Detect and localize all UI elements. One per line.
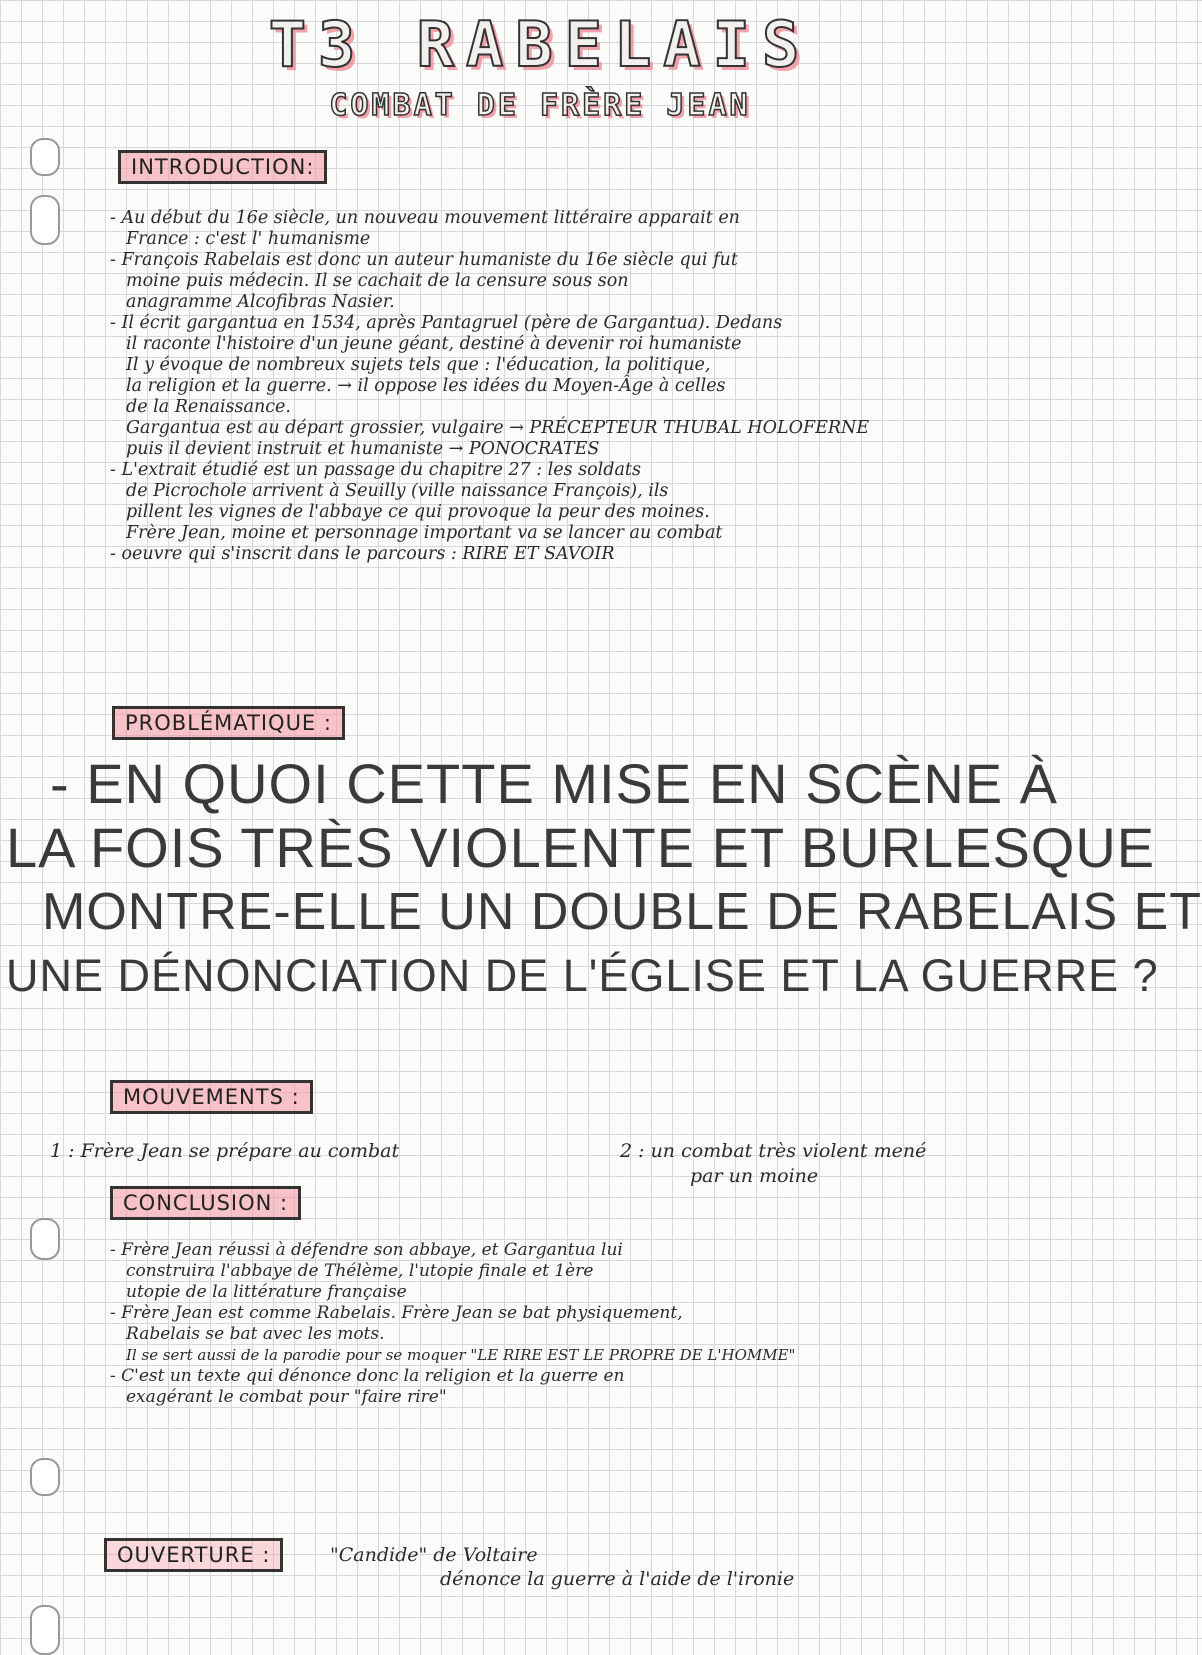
problematique-heading: PROBLÉMATIQUE : [112, 706, 345, 740]
ouverture-heading: OUVERTURE : [104, 1538, 283, 1572]
conclusion-line: Rabelais se bat avec les mots. [126, 1324, 385, 1344]
conclusion-line: utopie de la littérature française [126, 1282, 407, 1302]
intro-line: - François Rabelais est donc un auteur humaniste du 16e siècle qui fut [110, 250, 738, 270]
conclusion-line: - Frère Jean réussi à défendre son abbaye, et Gargantua lui [110, 1240, 623, 1260]
mouvement-1: 1 : Frère Jean se prépare au combat [50, 1140, 400, 1162]
mouvements-heading: MOUVEMENTS : [110, 1080, 313, 1114]
question-line: UNE DÉNONCIATION DE L'ÉGLISE ET LA GUERRE ? [6, 950, 1159, 1001]
conclusion-heading: CONCLUSION : [110, 1186, 301, 1220]
intro-line: anagramme Alcofibras Nasier. [126, 292, 395, 312]
intro-line: il raconte l'histoire d'un jeune géant, destiné à devenir roi humaniste [126, 334, 742, 354]
conclusion-line: construira l'abbaye de Thélème, l'utopie finale et 1ère [126, 1261, 594, 1281]
intro-line: - oeuvre qui s'inscrit dans le parcours : RIRE ET SAVOIR [110, 544, 615, 564]
question-line: - EN QUOI CETTE MISE EN SCÈNE À [50, 752, 1059, 815]
conclusion-line: - Frère Jean est comme Rabelais. Frère Jean se bat physiquement, [110, 1303, 683, 1323]
punch-hole [30, 138, 60, 176]
intro-line: moine puis médecin. Il se cachait de la censure sous son [126, 271, 629, 291]
intro-line: - Au début du 16e siècle, un nouveau mouvement littéraire apparait en [110, 208, 740, 228]
question-line: MONTRE-ELLE UN DOUBLE DE RABELAIS ET [42, 883, 1202, 941]
intro-line: la religion et la guerre. → il oppose les idées du Moyen-Âge à celles [126, 376, 726, 396]
punch-hole [30, 1218, 60, 1260]
mouvement-2-cont: par un moine [690, 1165, 819, 1187]
page-title: T3 RABELAIS [268, 8, 812, 81]
intro-line: - Il écrit gargantua en 1534, après Pantagruel (père de Gargantua). Dedans [110, 313, 783, 333]
intro-line: Il y évoque de nombreux sujets tels que : l'éducation, la politique, [126, 355, 711, 375]
problematique-question [0, 752, 1202, 1008]
intro-line: France : c'est l' humanisme [126, 229, 371, 249]
introduction-heading: INTRODUCTION: [118, 150, 327, 184]
intro-line: - L'extrait étudié est un passage du chapitre 27 : les soldats [110, 460, 641, 480]
conclusion-line: Il se sert aussi de la parodie pour se moquer "LE RIRE EST LE PROPRE DE L'HOMME" [126, 1346, 796, 1364]
conclusion-line: exagérant le combat pour "faire rire" [126, 1387, 447, 1407]
punch-hole [30, 1605, 60, 1655]
ouverture-line-1: "Candide" de Voltaire [330, 1544, 538, 1566]
intro-line: Frère Jean, moine et personnage important va se lancer au combat [126, 523, 723, 543]
conclusion-text [110, 1240, 1060, 1408]
punch-hole [30, 195, 60, 245]
mouvement-2: 2 : un combat très violent mené [620, 1140, 927, 1162]
ouverture-line-2: dénonce la guerre à l'aide de l'ironie [440, 1568, 795, 1590]
page-subtitle: COMBAT DE FRÈRE JEAN [329, 88, 751, 123]
intro-line: puis il devient instruit et humaniste → PONOCRATES [126, 439, 600, 459]
intro-line: pillent les vignes de l'abbaye ce qui provoque la peur des moines. [126, 502, 710, 522]
intro-line: de la Renaissance. [126, 397, 291, 417]
punch-hole [30, 1458, 60, 1496]
intro-line: de Picrochole arrivent à Seuilly (ville naissance François), ils [126, 481, 669, 501]
conclusion-line: - C'est un texte qui dénonce donc la religion et la guerre en [110, 1366, 625, 1386]
introduction-text [110, 208, 1060, 565]
intro-line: Gargantua est au départ grossier, vulgaire → PRÉCEPTEUR THUBAL HOLOFERNE [126, 418, 870, 438]
question-line: LA FOIS TRÈS VIOLENTE ET BURLESQUE [6, 816, 1156, 879]
